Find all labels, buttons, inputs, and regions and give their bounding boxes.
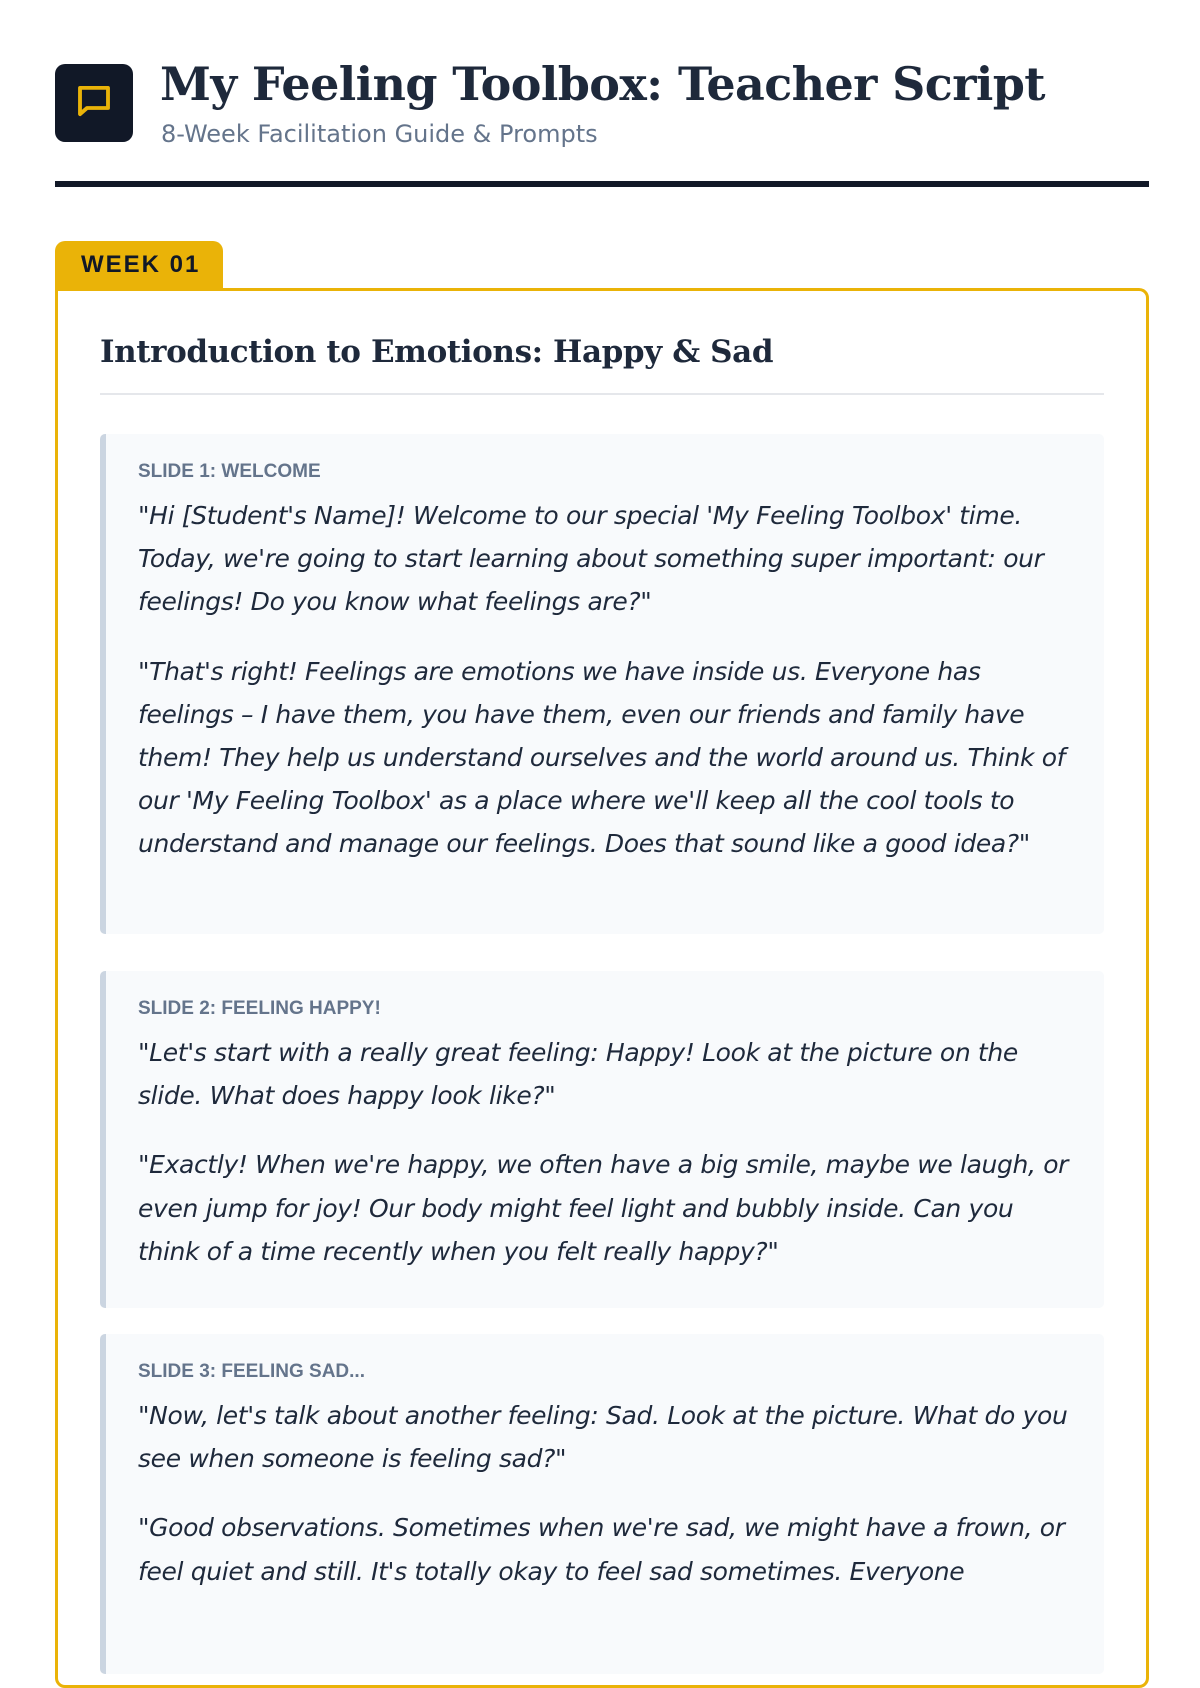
page-header <box>55 55 1149 187</box>
slide-label: SLIDE 2: FEELING HAPPY! <box>138 998 381 1019</box>
script-paragraph: "Hi [Student's Name]! Welcome to our special 'My Feeling Toolbox' time. Today, we're going to start learning about something super important: our feelings! Do you know what feelings are?" <box>138 501 1044 617</box>
week-card <box>55 288 1149 1688</box>
slide-card-feeling-sad <box>100 1334 1104 1674</box>
chat-bubble-icon <box>73 80 115 126</box>
week-title: Introduction to Emotions: Happy & Sad <box>100 329 1104 395</box>
script-paragraph: "Good observations. Sometimes when we're sad, we might have a frown, or feel quiet and still. It's totally okay to feel sad sometimes. Everyone <box>138 1513 1065 1586</box>
page-subtitle: 8-Week Facilitation Guide & Prompts <box>161 120 598 148</box>
slide-card-feeling-happy <box>100 971 1104 1308</box>
script-paragraph: "That's right! Feelings are emotions we have inside us. Everyone has feelings – I have them, you have them, even our friends and family have them! They help us understand ourselves and the world around us. Think of our 'My Feeling Toolbox' as a place where we'll keep all the cool tools to understand and manage our feelings. Does that sound like a good idea?" <box>138 656 1066 859</box>
week-tab: WEEK 01 <box>55 241 223 289</box>
script-paragraph: "Now, let's talk about another feeling: Sad. Look at the picture. What do you see when someone is feeling sad?" <box>138 1401 1068 1474</box>
slide-label: SLIDE 3: FEELING SAD... <box>138 1361 365 1382</box>
script-paragraph: "Let's start with a really great feeling: Happy! Look at the picture on the slide. What does happy look like?" <box>138 1038 1018 1111</box>
logo <box>55 64 133 142</box>
slide-label: SLIDE 1: WELCOME <box>138 461 321 482</box>
script-paragraph: "Exactly! When we're happy, we often have a big smile, maybe we laugh, or even jump for joy! Our body might feel light and bubbly inside. Can you think of a time recently when you felt really happy?" <box>138 1150 1069 1266</box>
page-title: My Feeling Toolbox: Teacher Script <box>160 57 1045 111</box>
slide-card-welcome <box>100 434 1104 934</box>
